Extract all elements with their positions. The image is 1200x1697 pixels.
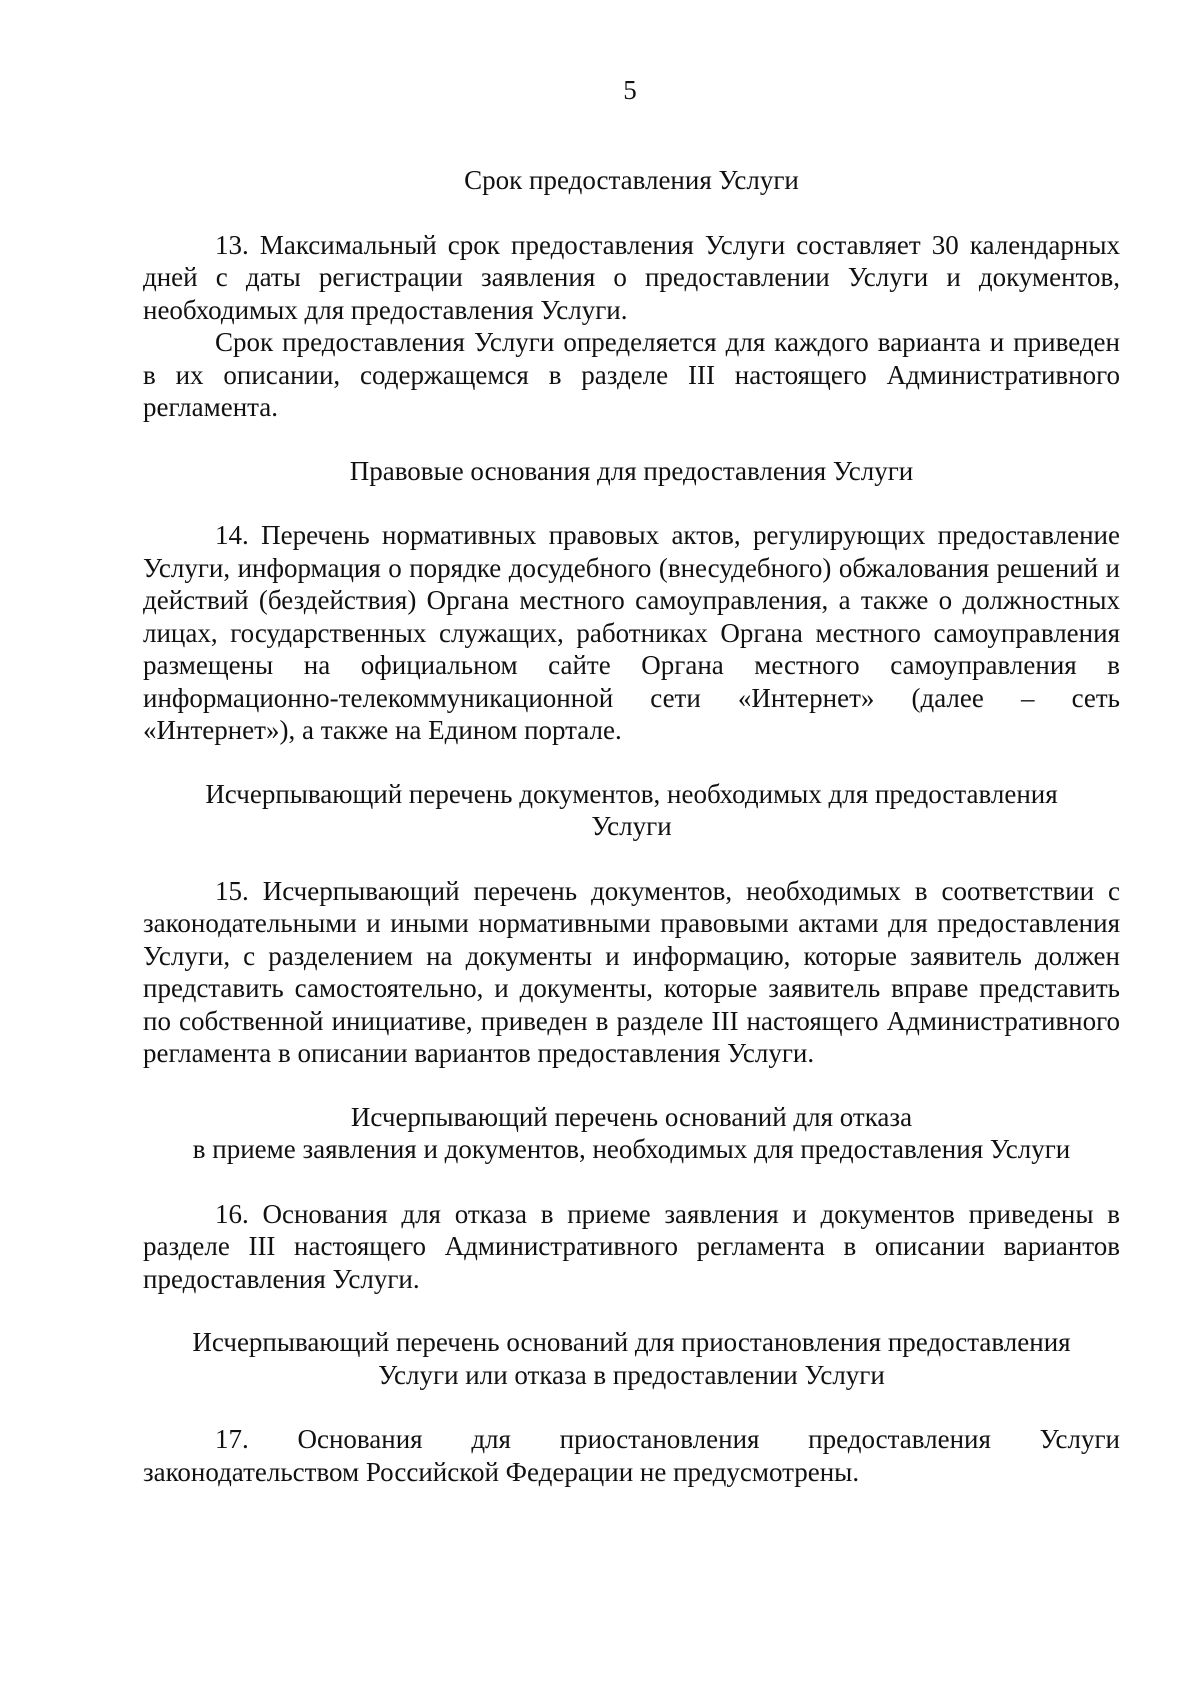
paragraph-13: 13. Максимальный срок предоставления Услуги составляет 30 календарных дней с даты регистрации заявления о предоставлении Услуги и документов, необходимых для предоставления Услуги. [143, 229, 1120, 325]
section-suspension-grounds [143, 1326, 1120, 1488]
document-body [143, 164, 1120, 1488]
section-heading-line-2: Услуги или отказа в предоставлении Услуги [378, 1359, 885, 1390]
paragraph-17: 17. Основания для приостановления предоставления Услуги законодательством Российской Федерации не предусмотрены. [143, 1424, 1120, 1487]
section-refusal-grounds [143, 1101, 1120, 1296]
paragraph-13-continued: Срок предоставления Услуги определяется для каждого варианта и приведен в их описании, содержащемся в разделе III настоящего Административного регламента. [143, 327, 1120, 422]
section-heading: Срок предоставления Услуги [464, 165, 799, 195]
section-heading-line-2: в приеме заявления и документов, необходимых для предоставления Услуги [192, 1134, 1071, 1164]
paragraph-16: 16. Основания для отказа в приеме заявления и документов приведены в разделе III настоящего Административного регламента в описании вариантов предоставления Услуги. [143, 1198, 1120, 1294]
section-heading-line-2: Услуги [591, 811, 672, 841]
paragraph-14: 14. Перечень нормативных правовых актов, регулирующих предоставление Услуги, информация о порядке досудебного (внесудебного) обжалования решений и действий (бездействия) Органа местного самоуправления, а также о должностных лицах, государственных служащих, работниках Органа местного самоуправления размещены на официальном сайте Органа местного самоуправления в информационно-телекоммуникационной сети «Интернет» (далее – сеть «Интернет»), а также на Едином портале. [143, 520, 1120, 745]
section-documents-list [143, 778, 1120, 1070]
section-heading: Правовые основания для предоставления Услуги [349, 455, 914, 486]
section-legal-grounds [143, 455, 1120, 747]
section-heading-line-1: Исчерпывающий перечень документов, необходимых для предоставления [205, 778, 1058, 809]
paragraph-15: 15. Исчерпывающий перечень документов, необходимых в соответствии с законодательными и иными нормативными правовыми актами для предоставления Услуги, с разделением на документы и информацию, которые заявитель должен представить самостоятельно, и документы, которые заявитель вправе представить по собственной инициативе, приведен в разделе III настоящего Административного регламента в описании вариантов предоставления Услуги. [143, 875, 1120, 1068]
section-heading-line-1: Исчерпывающий перечень оснований для отказа [350, 1101, 913, 1132]
page-number: 5 [623, 75, 637, 105]
section-service-term [143, 164, 1120, 424]
section-heading-line-1: Исчерпывающий перечень оснований для приостановления предоставления [192, 1327, 1071, 1357]
